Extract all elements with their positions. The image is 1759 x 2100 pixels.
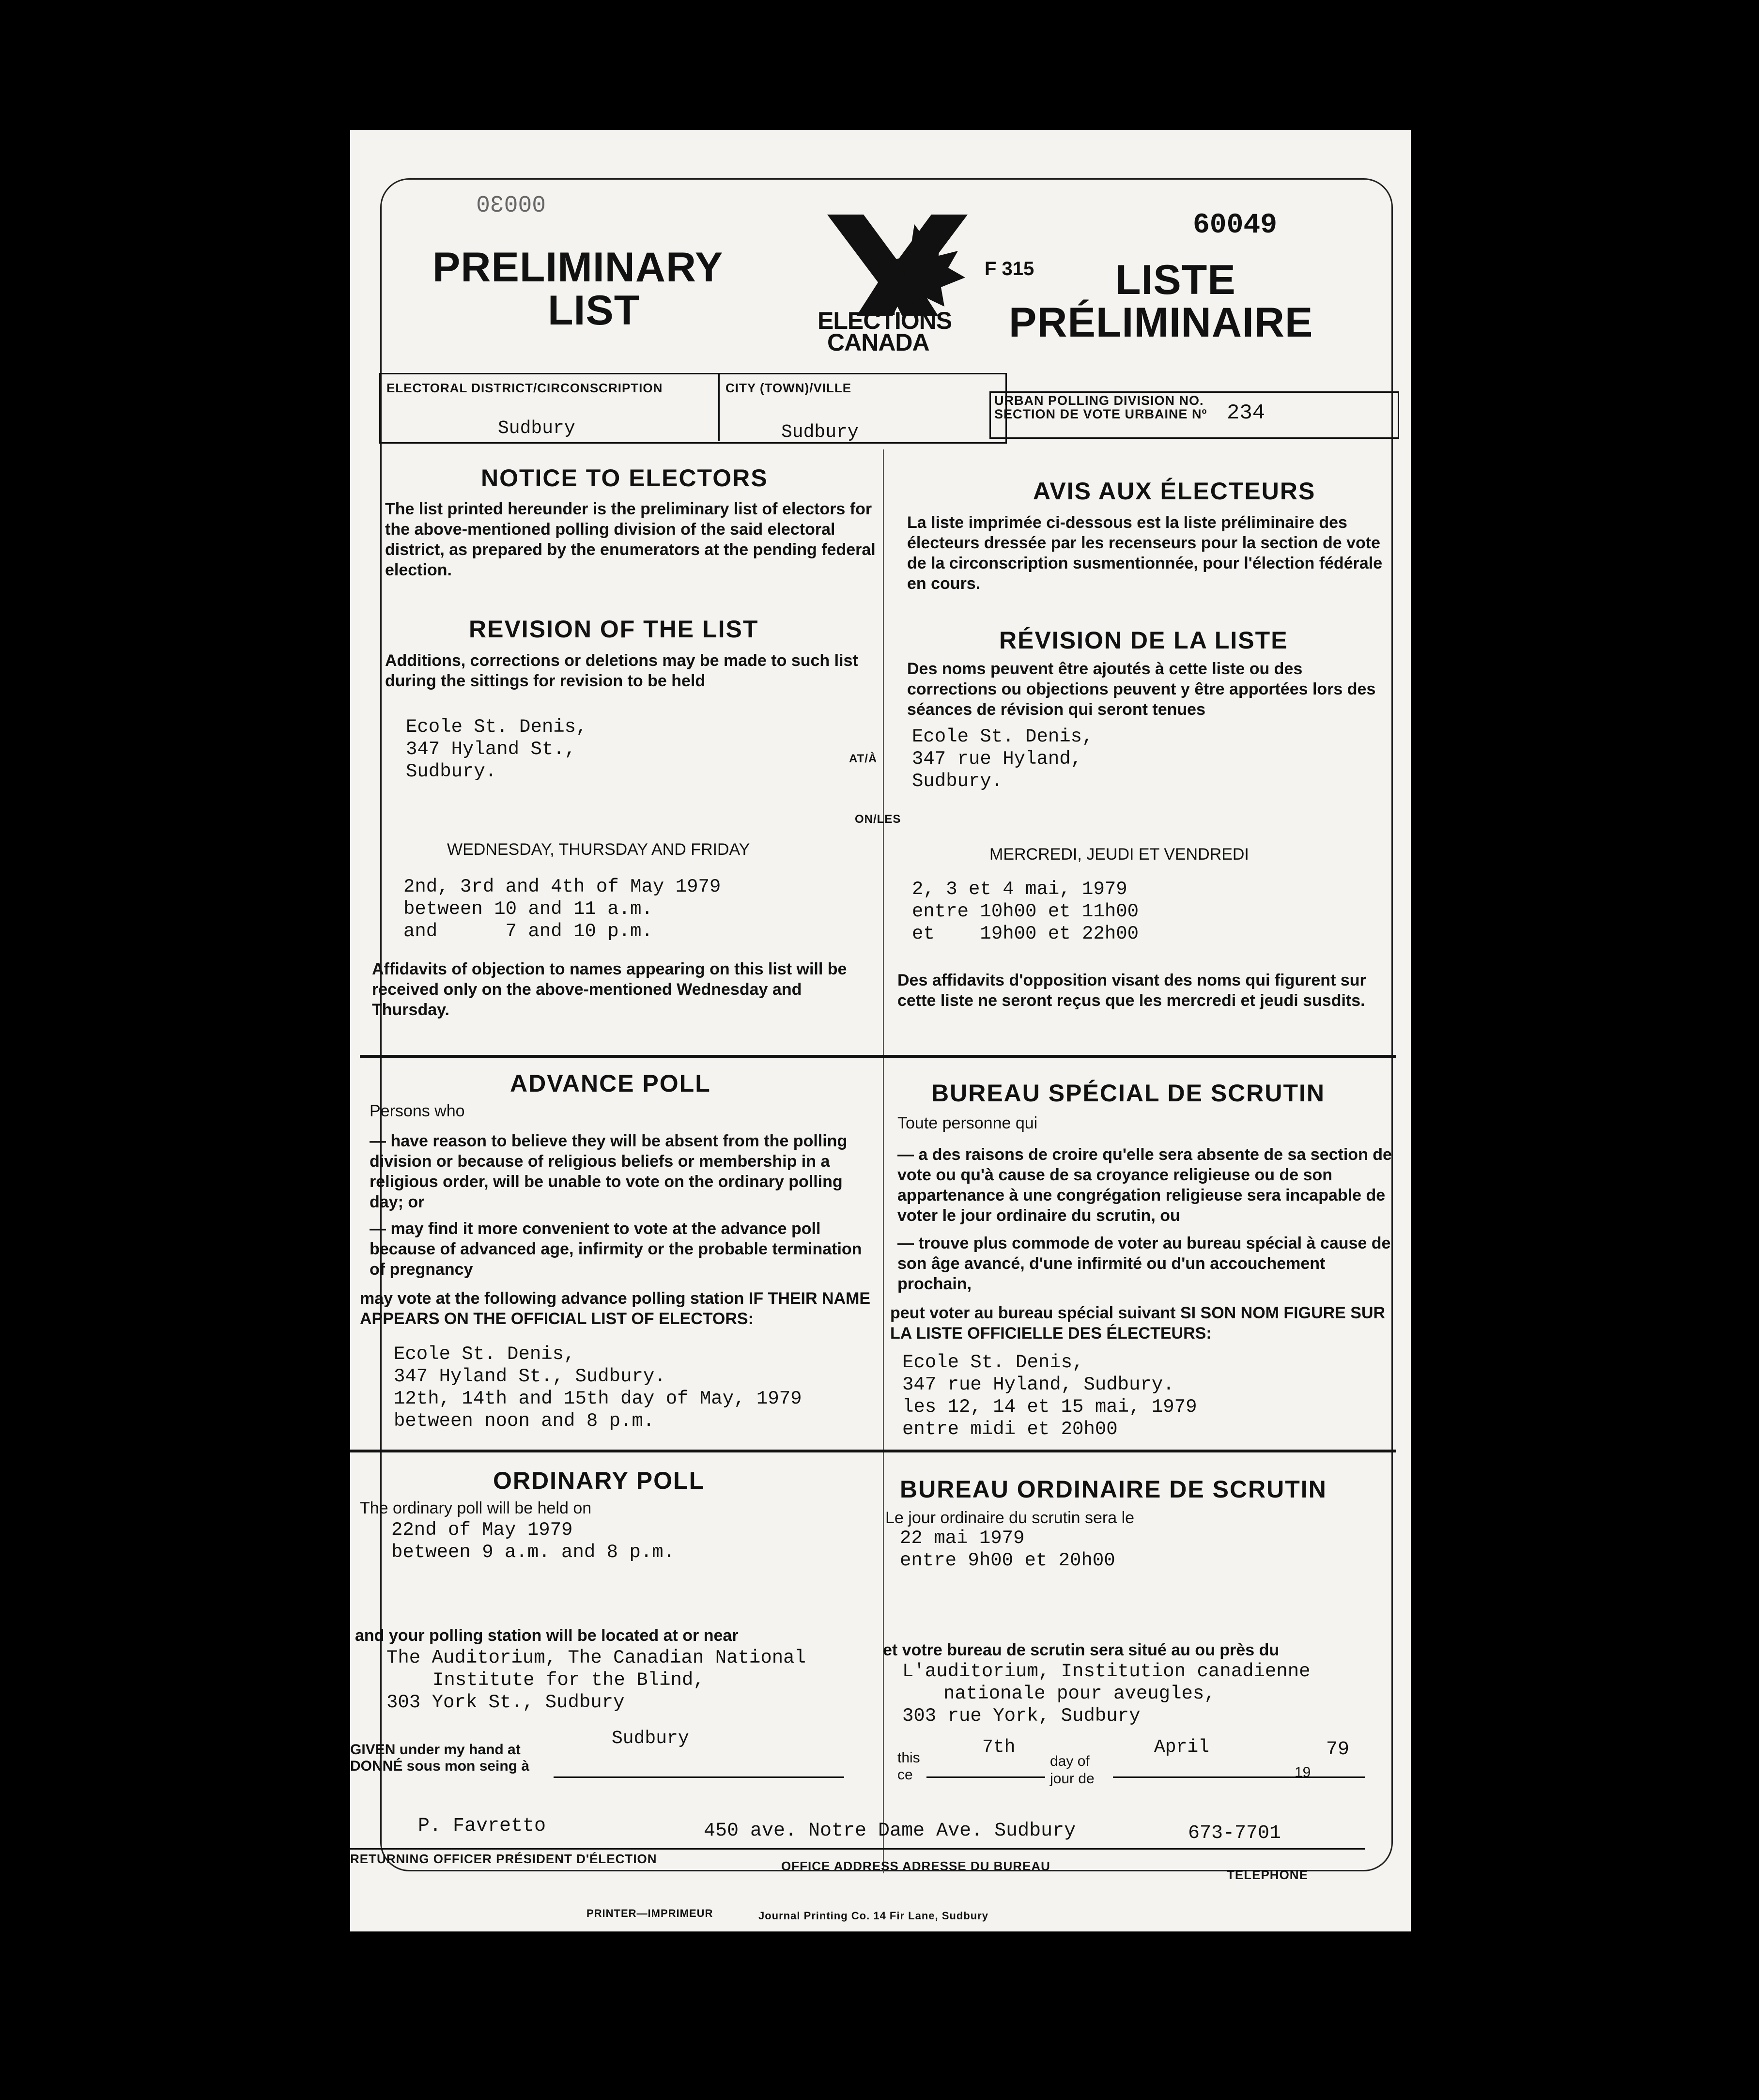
revision-days-en: WEDNESDAY, THURSDAY AND FRIDAY: [447, 840, 750, 859]
section-divider: [360, 1055, 1396, 1058]
revision-place-fr-line: Sudbury.: [912, 771, 1003, 792]
district-value: Sudbury: [498, 418, 575, 439]
notice-heading-fr: AVIS AUX ÉLECTEURS: [1033, 478, 1316, 505]
form-number: F 315: [985, 258, 1034, 279]
revision-place-fr-line: Ecole St. Denis,: [912, 726, 1094, 747]
ordinary-intro-fr: Le jour ordinaire du scrutin sera le: [885, 1509, 1135, 1527]
given-month: April: [1154, 1737, 1210, 1758]
given-fr: DONNÉ sous mon seing à: [350, 1758, 530, 1774]
ordinary-heading-fr: BUREAU ORDINAIRE DE SCRUTIN: [900, 1476, 1327, 1503]
revision-dates-fr: [912, 878, 1139, 945]
address-label: OFFICE ADDRESS ADRESSE DU BUREAU: [781, 1859, 1050, 1873]
ordinary-en-line: between 9 a.m. and 8 p.m.: [391, 1542, 675, 1563]
title-fr-line1: LISTE: [1115, 257, 1236, 303]
revision-place-en-line: Ecole St. Denis,: [406, 716, 587, 738]
dayof-en: day of: [1050, 1753, 1090, 1769]
office-address: 450 ave. Notre Dame Ave. Sudbury: [704, 1820, 1076, 1842]
station-fr-line: nationale pour aveugles,: [943, 1683, 1216, 1704]
affidavit-en: Affidavits of objection to names appearing on this list will be received only on the above-mentioned Wednesday and Thursday.: [372, 960, 847, 1019]
revision-dates-en: [403, 876, 721, 942]
revision-place-en-line: Sudbury.: [406, 761, 497, 782]
elections-canada-logo: [818, 215, 977, 355]
revision-date-fr-line: 2, 3 et 4 mai, 1979: [912, 879, 1127, 900]
city-label: CITY (TOWN)/VILLE: [725, 381, 852, 395]
revision-heading-en: REVISION OF THE LIST: [469, 616, 759, 643]
advance-fr-line: Ecole St. Denis,: [902, 1352, 1084, 1373]
revision-place-fr: [912, 726, 1093, 792]
title-fr-line2: PRÉLIMINAIRE: [1009, 299, 1313, 346]
revision-place-fr-line: 347 rue Hyland,: [912, 748, 1082, 770]
station-fr: [902, 1660, 1311, 1727]
title-en-line1: PRELIMINARY: [432, 244, 724, 291]
at-label: AT/À: [849, 752, 878, 765]
faint-serial: 00030: [476, 193, 546, 219]
advance-en-line: 12th, 14th and 15th day of May, 1979: [394, 1388, 802, 1409]
dayof-fr: jour de: [1050, 1771, 1095, 1787]
revision-date-en-line: between 10 and 11 a.m.: [403, 898, 653, 920]
officer-name: P. Favretto: [418, 1815, 546, 1837]
polling-label-2: SECTION DE VOTE URBAINE Nº: [994, 407, 1207, 421]
advance-item2-en: — may find it more convenient to vote at the advance poll because of advanced age, infirmity or the probable termination of pregnancy: [370, 1220, 862, 1279]
section-divider: [350, 1450, 1396, 1452]
printer-label: PRINTER—IMPRIMEUR: [586, 1907, 713, 1919]
telephone-value: 673-7701: [1188, 1822, 1281, 1844]
advance-en-line: between noon and 8 p.m.: [394, 1410, 655, 1432]
advance-item1-fr: — a des raisons de croire qu'elle sera absente de sa section de vote ou qu'à cause de sa croyance religieuse ou de son appartenance à une congrégation religieuse sera incapable de voter le jour ordinaire du scrutin, ou: [897, 1145, 1392, 1225]
city-value: Sudbury: [781, 422, 859, 443]
ordinary-fr-line: 22 mai 1979: [900, 1528, 1025, 1549]
ordinary-date-fr: [900, 1527, 1115, 1572]
advance-item1-en: — have reason to believe they will be absent from the polling division or because of religious beliefs or membership in a religious order, will be unable to vote on the ordinary polling day; or: [370, 1132, 848, 1211]
revision-date-fr-line: et 19h00 et 22h00: [912, 923, 1139, 944]
on-label: ON/LES: [855, 813, 901, 826]
serial-number: 60049: [1193, 210, 1278, 241]
station-intro-en: and your polling station will be located at or near: [355, 1626, 739, 1645]
revision-place-en: [406, 716, 587, 783]
revision-days-fr: MERCREDI, JEUDI ET VENDREDI: [989, 845, 1249, 864]
ordinary-fr-line: entre 9h00 et 20h00: [900, 1550, 1115, 1571]
station-en-line: 303 York St., Sudbury: [386, 1692, 625, 1713]
advance-item2-fr: — trouve plus commode de voter au bureau spécial à cause de son âge avancé, d'une infirmité ou d'un accouchement prochain,: [897, 1234, 1391, 1293]
advance-place-fr: [902, 1351, 1197, 1440]
polling-value: 234: [1227, 401, 1265, 425]
logo-canada-text: CANADA: [827, 329, 929, 356]
advance-fr-line: 347 rue Hyland, Sudbury.: [902, 1374, 1174, 1395]
revision-heading-fr: RÉVISION DE LA LISTE: [999, 627, 1288, 654]
printer-name: Journal Printing Co. 14 Fir Lane, Sudbury: [758, 1910, 988, 1922]
this-en: this: [897, 1750, 920, 1766]
station-en: [386, 1647, 806, 1714]
ordinary-date-en: [391, 1519, 675, 1563]
advance-condition-en: may vote at the following advance polling station IF THEIR NAME APPEARS ON THE OFFICIAL LIST OF ELECTORS:: [360, 1289, 871, 1328]
this-fr: ce: [897, 1767, 913, 1783]
maple-leaf-x-icon: [818, 215, 977, 316]
title-en-line2: LIST: [548, 287, 640, 334]
ordinary-heading-en: ORDINARY POLL: [493, 1467, 705, 1494]
district-label: ELECTORAL DISTRICT/CIRCONSCRIPTION: [386, 381, 663, 395]
revision-place-en-line: 347 Hyland St.,: [406, 739, 576, 760]
notice-text-en: The list printed hereunder is the preliminary list of electors for the above-mentioned polling division of the said electoral district, as prepared by the enumerators at the pending federal election.: [385, 500, 876, 579]
given-en: GIVEN under my hand at: [350, 1742, 521, 1758]
advance-heading-en: ADVANCE POLL: [510, 1070, 711, 1097]
advance-fr-line: les 12, 14 et 15 mai, 1979: [902, 1396, 1197, 1418]
advance-heading-fr: BUREAU SPÉCIAL DE SCRUTIN: [931, 1080, 1326, 1107]
revision-text-en: Additions, corrections or deletions may be made to such list during the sittings for revision to be held: [385, 651, 858, 690]
document-page: [350, 130, 1411, 1931]
year-prefix: 19: [1295, 1764, 1311, 1780]
given-day: 7th: [982, 1737, 1016, 1758]
advance-en-line: Ecole St. Denis,: [394, 1343, 575, 1365]
given-place: Sudbury: [612, 1728, 689, 1749]
station-intro-fr: et votre bureau de scrutin sera situé au ou près du: [883, 1641, 1280, 1659]
telephone-label: TELEPHONE: [1227, 1868, 1308, 1882]
revision-date-fr-line: entre 10h00 et 11h00: [912, 901, 1139, 922]
advance-intro-en: Persons who: [370, 1102, 465, 1120]
given-year: 79: [1326, 1739, 1350, 1760]
ordinary-intro-en: The ordinary poll will be held on: [360, 1499, 592, 1517]
advance-condition-fr: peut voter au bureau spécial suivant SI SON NOM FIGURE SUR LA LISTE OFFICIELLE DES ÉLECTEURS:: [890, 1304, 1386, 1343]
advance-en-line: 347 Hyland St., Sudbury.: [394, 1366, 666, 1387]
notice-text-fr: La liste imprimée ci-dessous est la liste préliminaire des électeurs dressée par les recenseurs pour la section de vote de la circonscription susmentionnée, pour l'élection fédérale en cours.: [907, 513, 1383, 593]
station-fr-line: L'auditorium, Institution canadienne: [902, 1661, 1311, 1682]
station-fr-line: 303 rue York, Sudbury: [902, 1705, 1141, 1727]
advance-fr-line: entre midi et 20h00: [902, 1419, 1118, 1440]
polling-label-1: URBAN POLLING DIVISION NO.: [994, 393, 1204, 408]
advance-place-en: [394, 1343, 802, 1432]
ordinary-en-line: 22nd of May 1979: [391, 1519, 573, 1541]
officer-label: RETURNING OFFICER PRÉSIDENT D'ÉLECTION: [350, 1852, 657, 1866]
advance-intro-fr: Toute personne qui: [897, 1114, 1038, 1132]
notice-heading-en: NOTICE TO ELECTORS: [481, 464, 768, 492]
revision-date-en-line: 2nd, 3rd and 4th of May 1979: [403, 876, 721, 897]
revision-text-fr: Des noms peuvent être ajoutés à cette liste ou des corrections ou objections peuvent y être apportées lors des séances de révision qui seront tenues: [907, 660, 1376, 719]
affidavit-fr: Des affidavits d'opposition visant des noms qui figurent sur cette liste ne seront reçus que les mercredi et jeudi susdits.: [897, 971, 1366, 1010]
logo-elections-text: ELECTIONS: [818, 307, 952, 334]
station-en-line: The Auditorium, The Canadian National: [386, 1647, 806, 1668]
revision-date-en-line: and 7 and 10 p.m.: [403, 921, 653, 942]
station-en-line: Institute for the Blind,: [432, 1669, 705, 1691]
